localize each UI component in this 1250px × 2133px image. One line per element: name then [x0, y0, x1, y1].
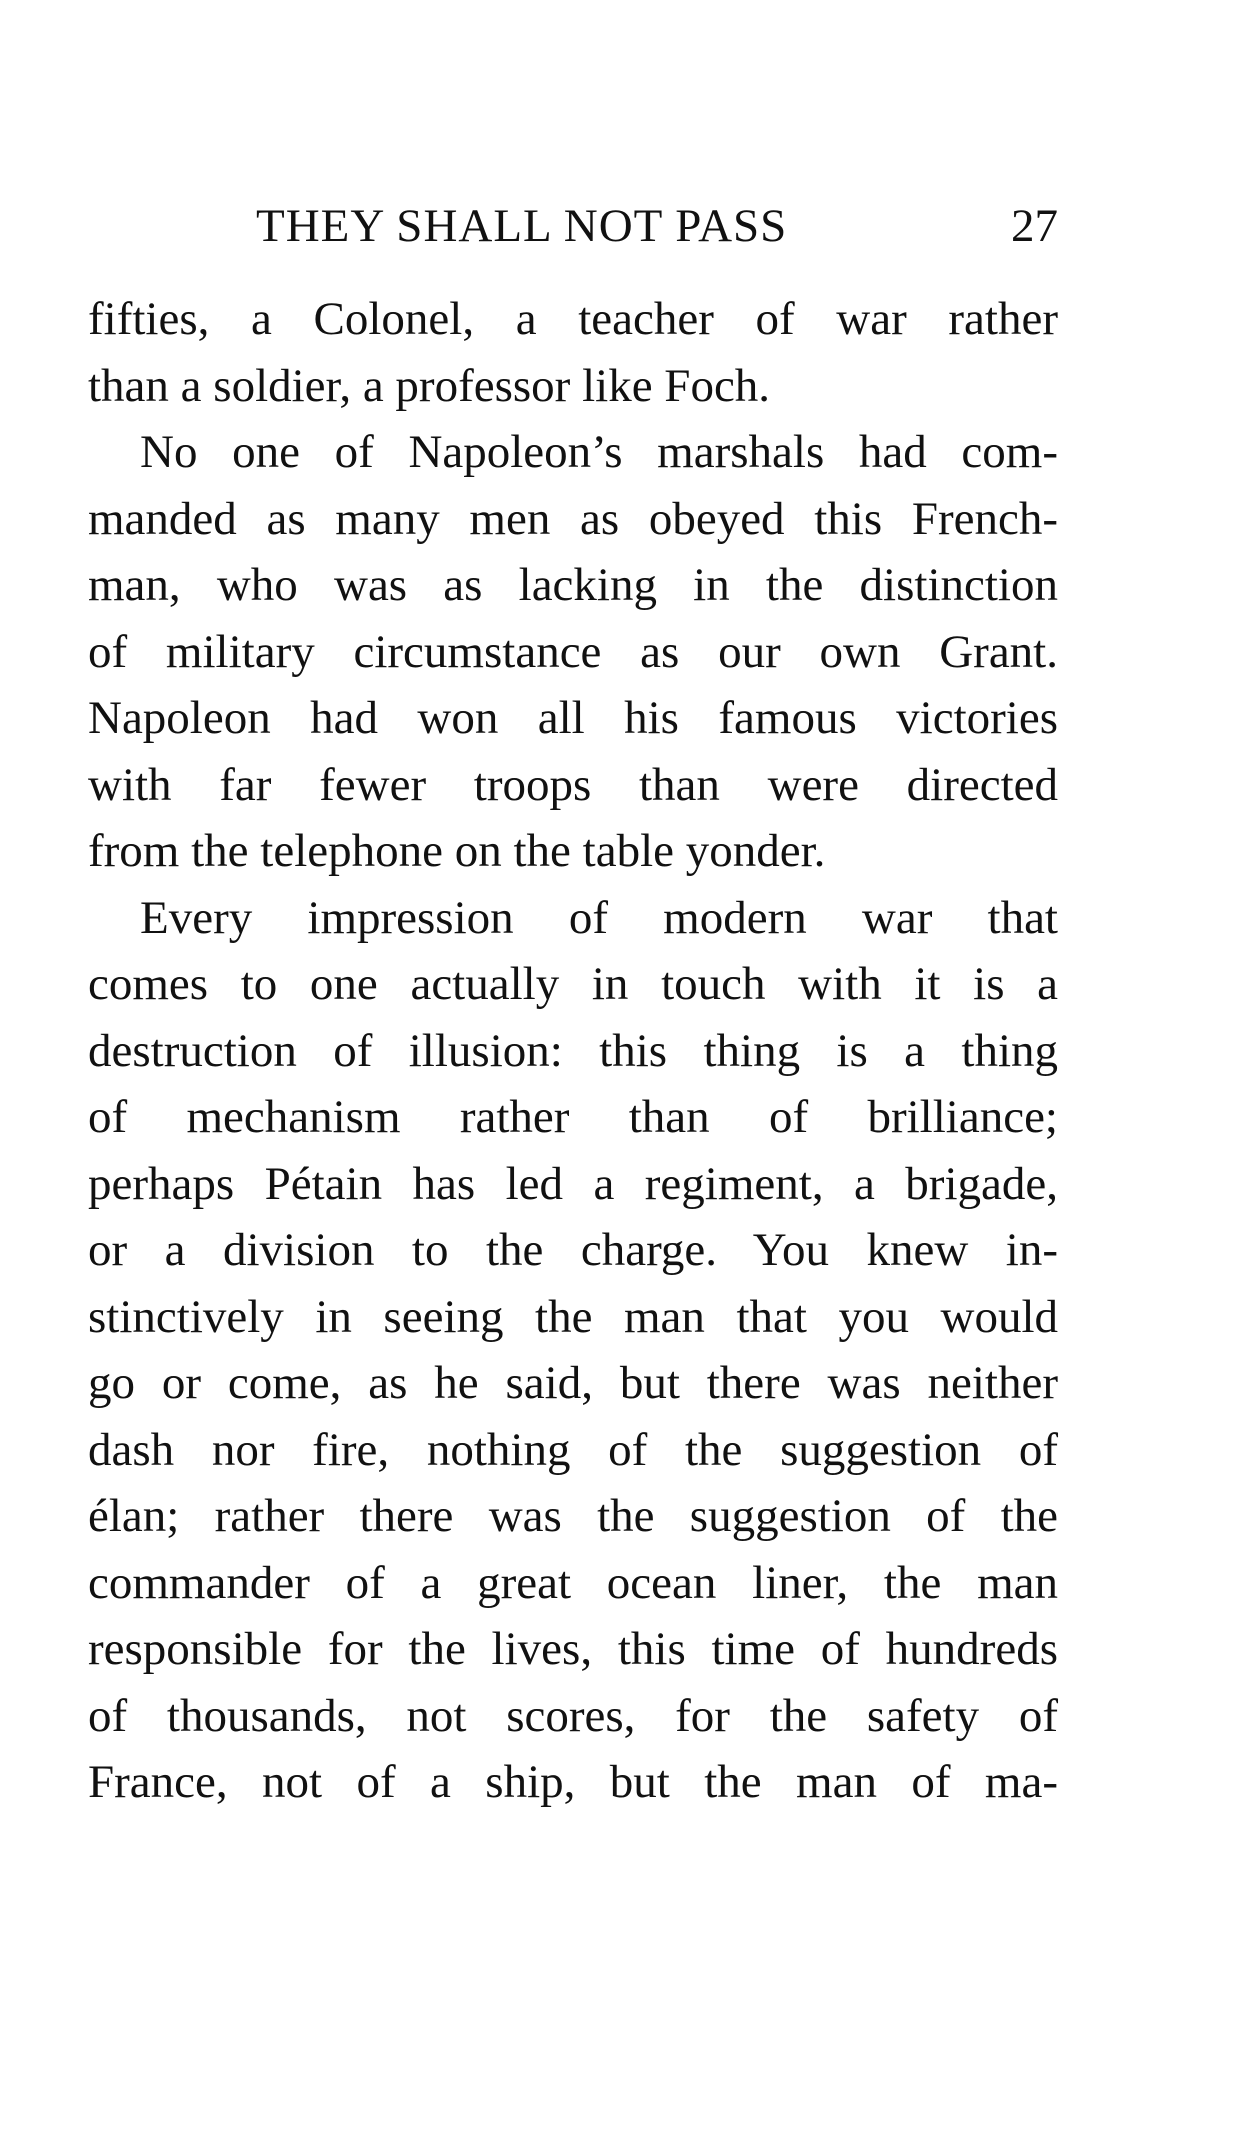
text-line: responsible for the lives, this time of hundreds [88, 1623, 1058, 1675]
text-line: of mechanism rather than of brilliance; [88, 1091, 1058, 1143]
body-text [88, 286, 1058, 1816]
text-line: from the telephone on the table yonder. [88, 825, 826, 877]
text-line: France, not of a ship, but the man of ma- [88, 1756, 1058, 1808]
text-line: comes to one actually in touch with it is a [88, 958, 1058, 1010]
text-line: Napoleon had won all his famous victories [88, 692, 1058, 744]
text-line: manded as many men as obeyed this French- [88, 492, 1058, 545]
text-line: of military circumstance as our own Grant. [88, 625, 1058, 678]
text-line: with far fewer troops than were directed [88, 758, 1058, 811]
text-line: man, who was as lacking in the distinction [88, 559, 1058, 611]
running-head [88, 196, 1058, 256]
text-line: Every impression of modern war that [140, 891, 1058, 944]
page-number: 27 [1011, 200, 1058, 252]
text-line: fifties, a Colonel, a teacher of war rather [88, 293, 1058, 345]
text-line: than a soldier, a professor like Foch. [88, 359, 771, 412]
text-line: dash nor fire, nothing of the suggestion of [88, 1423, 1058, 1476]
text-line: destruction of illusion: this thing is a thing [88, 1024, 1058, 1077]
text-line: stinctively in seeing the man that you would [88, 1290, 1058, 1343]
text-line: go or come, as he said, but there was neither [88, 1357, 1058, 1409]
text-line: No one of Napoleon’s marshals had com- [140, 426, 1058, 478]
running-title: THEY SHALL NOT PASS [256, 200, 788, 252]
text-line: élan; rather there was the suggestion of the [88, 1490, 1058, 1542]
text-line: commander of a great ocean liner, the man [88, 1556, 1058, 1609]
text-line: perhaps Pétain has led a regiment, a brigade, [88, 1157, 1058, 1210]
text-line: of thousands, not scores, for the safety of [88, 1689, 1058, 1742]
text-line: or a division to the charge. You knew in- [88, 1224, 1058, 1276]
